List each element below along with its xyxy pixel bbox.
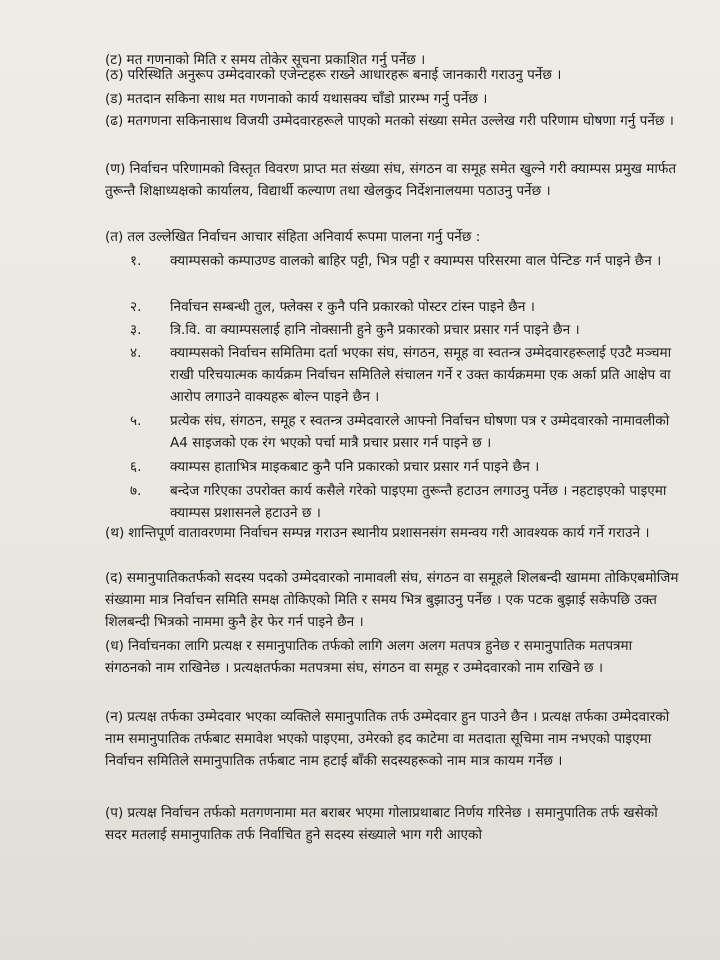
item-number: १. [130, 253, 142, 269]
paragraph-pa [105, 802, 680, 846]
code-item-2 [130, 296, 685, 318]
item-number: ७. [130, 483, 142, 499]
paragraph-text: प्रत्यक्ष तर्फका उम्मेदवार भएका व्यक्तिले समानुपातिक तर्फ उम्मेदवार हुन पाउने छैन । प्रत्यक्ष तर्फका उम्मेदवारको नाम समानुपातिक तर्फबाट समावेश भएको पाइएमा, उमेरको हद काटेमा वा मतदाता सूचिमा नाम नभएको पाइएमा निर्वाचन समितिले समानुपातिक तर्फबाट नाम हटाई बाँकी सदस्यहरूको नाम मात्र कायम गर्नेछ । [105, 709, 670, 769]
paragraph-marker: (ध) [105, 638, 124, 654]
paragraph-marker: (ट) [105, 52, 123, 68]
paragraph-marker: (ड) [105, 91, 123, 107]
paragraph-na [105, 158, 680, 202]
code-item-6 [130, 456, 685, 478]
code-item-7 [130, 480, 685, 524]
item-text: बन्देज गरिएका उपरोक्त कार्य कसैले गरेको पाइएमा तुरून्तै हटाउन लगाउनु पर्नेछ । नहटाइएको पाइएमा क्याम्पस प्रशासनले हटाउने छ । [170, 483, 667, 521]
paragraph-marker: (न) [105, 709, 124, 725]
code-item-5 [130, 410, 685, 454]
paragraph-text: मतगणना सकिनासाथ विजयी उम्मेदवारहरूले पाएको मतको संख्या समेत उल्लेख गरी परिणाम घोषणा गर्नु पर्नेछ । [127, 113, 674, 129]
code-item-3 [130, 319, 685, 341]
code-item-1 [130, 250, 685, 272]
paragraph-text: शान्तिपूर्ण वातावरणमा निर्वाचन सम्पन्न गराउन स्थानीय प्रशासनसंग समन्वय गरी आवश्यक कार्य गर्ने गराउने । [128, 525, 650, 541]
item-text: निर्वाचन सम्बन्धी तुल, फ्लेक्स र कुनै पनि प्रकारको पोस्टर टांस्न पाइने छैन । [170, 299, 535, 315]
item-text: क्याम्पसको निर्वाचन समितिमा दर्ता भएका संघ, संगठन, समूह वा स्वतन्त्र उम्मेदवारहरूलाई एउटै मञ्चमा राखी परिचयात्मक कार्यक्रम निर्वाचन समितिले संचालन गर्ने र उक्त कार्यक्रममा एक अर्का प्रति आक्षेप वा आरोप लगाउने वाक्यहरू बोल्न पाइने छैन । [170, 345, 672, 405]
item-text: प्रत्येक संघ, संगठन, समूह र स्वतन्त्र उम्मेदवारले आफ्नो निर्वाचन घोषणा पत्र र उम्मेदवारको नामावलीको A4 साइजको एक रंग भएको पर्चा मात्रै प्रचार प्रसार गर्न पाइने छ । [170, 413, 670, 451]
paragraph-dha2 [105, 635, 680, 679]
paragraph-tha [105, 64, 680, 86]
item-text: क्याम्पस हाताभित्र माइकबाट कुनै पनि प्रकारको प्रचार प्रसार गर्न पाइने छैन । [170, 459, 540, 475]
paragraph-text: तल उल्लेखित निर्वाचन आचार संहिता अनिवार्य रूपमा पालना गर्नु पर्नेछ : [127, 229, 481, 245]
paragraph-text: समानुपातिकतर्फको सदस्य पदको उम्मेदवारको नामावली संघ, संगठन वा समूहले शिलबन्दी खाममा तोकिएबमोजिम संख्यामा मात्र निर्वाचन समिति समक्ष तोकिएको मिति र समय भित्र बुझाउनु पर्नेछ । एक पटक बुझाई सकेपछि उक्त शिलबन्दी भित्रको नाममा कुनै हेर फेर गर्न पाइने छैन । [105, 570, 679, 630]
paragraph-marker: (त) [105, 229, 124, 245]
paragraph-text: निर्वाचन परिणामको विस्तृत विवरण प्राप्त मत संख्या संघ, संगठन वा समूह समेत खुल्ने गरी क्याम्पस प्रमुख मार्फत तुरून्तै शिक्षाध्यक्षको कार्यालय, विद्यार्थी कल्याण तथा खेलकुद निर्देशनालयमा पठाउनु पर्नेछ । [105, 161, 677, 199]
code-item-4 [130, 342, 685, 408]
item-number: ६. [130, 459, 142, 475]
paragraph-marker: (थ) [105, 525, 125, 541]
paragraph-text: परिस्थिति अनुरूप उम्मेदवारको एजेन्टहरू राख्ने आधारहरू बनाई जानकारी गराउनु पर्नेछ । [127, 67, 562, 83]
item-number: ३. [130, 322, 142, 338]
item-text: त्रि.वि. वा क्याम्पसलाई हानि नोक्सानी हुने कुनै प्रकारको प्रचार प्रसार गर्न पाइने छैन । [170, 322, 580, 338]
paragraph-marker: (ठ) [105, 67, 124, 83]
paragraph-marker: (द) [105, 570, 123, 586]
paragraph-marker: (ढ) [105, 113, 124, 129]
paragraph-text: मतदान सकिना साथ मत गणनाको कार्य यथासक्य चाँडो प्रारम्भ गर्नु पर्नेछ । [126, 91, 488, 107]
paragraph-marker: (ण) [105, 161, 126, 177]
paragraph-na2 [105, 706, 680, 772]
item-number: ४. [130, 345, 142, 361]
paragraph-text: प्रत्यक्ष निर्वाचन तर्फको मतगणनामा मत बराबर भएमा गोलाप्रथाबाट निर्णय गरिनेछ । समानुपातिक तर्फ खसेको सदर मतलाई समानुपातिक तर्फ निर्वाचित हुने सदस्य संख्याले भाग गरी आएको [105, 805, 658, 843]
paragraph-da [105, 88, 680, 110]
paragraph-text: मत गणनाको मिति र समय तोकेर सूचना प्रकाशित गर्नु पर्नेछ । [126, 52, 426, 68]
item-text: क्याम्पसको कम्पाउण्ड वालको बाहिर पट्टी, भित्र पट्टी र क्याम्पस परिसरमा वाल पेन्टिङ गर्न पाइने छैन । [170, 253, 662, 269]
item-number: २. [130, 299, 142, 315]
paragraph-da2 [105, 567, 680, 633]
paragraph-marker: (प) [105, 805, 124, 821]
paragraph-tha2 [105, 522, 680, 544]
paragraph-ta2 [105, 226, 680, 248]
paragraph-dha [105, 110, 680, 132]
paragraph-text: निर्वाचनका लागि प्रत्यक्ष र समानुपातिक तर्फको लागि अलग अलग मतपत्र हुनेछ र समानुपातिक मतपत्रमा संगठनको नाम राखिनेछ । प्रत्यक्षतर्फका मतपत्रमा संघ, संगठन वा समूह र उम्मेदवारको नाम राखिने छ । [105, 638, 633, 676]
item-number: ५. [130, 413, 142, 429]
